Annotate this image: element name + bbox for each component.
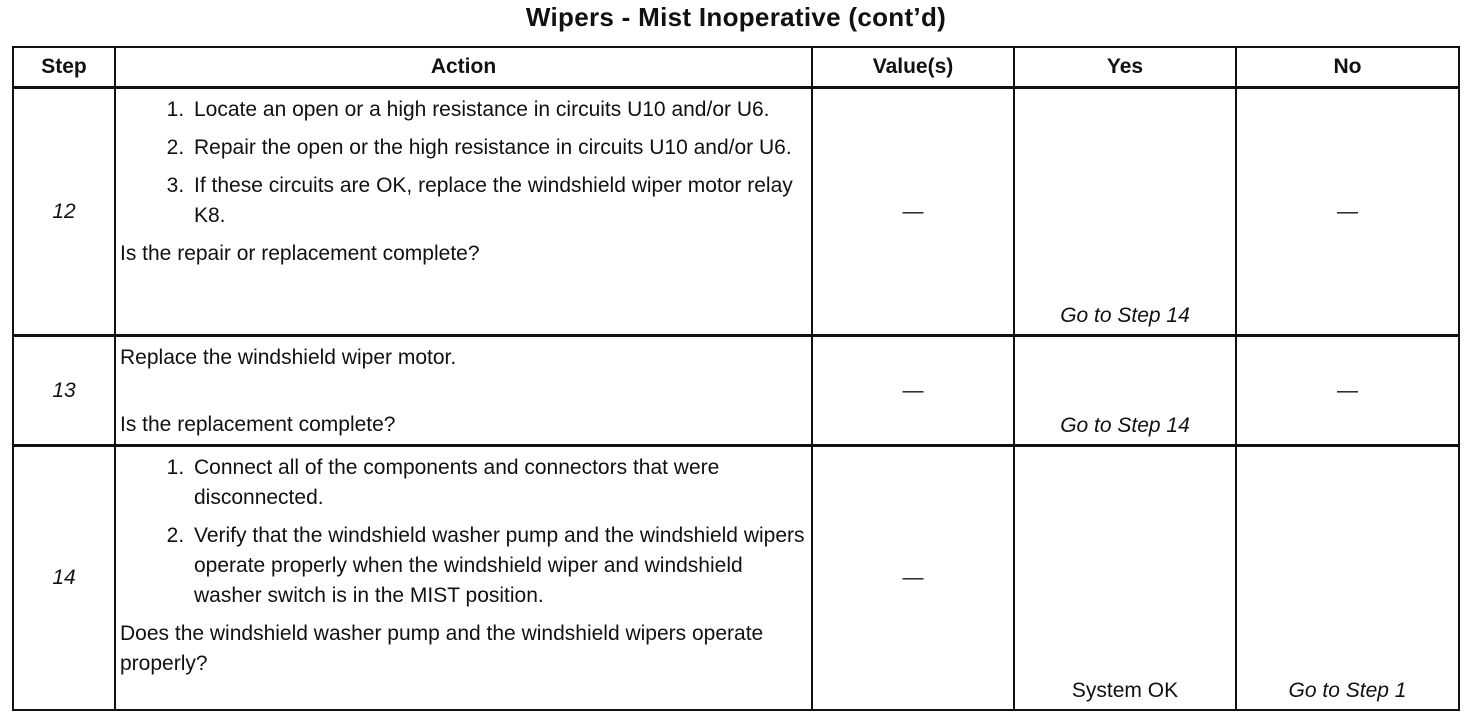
action-question: Is the repair or replacement complete? — [120, 242, 480, 265]
action-cell — [115, 88, 812, 336]
value-cell: — — [812, 88, 1014, 336]
list-item: 3. If these circuits are OK, replace the windshield wiper motor relay K8. — [190, 171, 805, 231]
page-title: Wipers - Mist Inoperative (cont’d) — [525, 2, 947, 32]
table-row — [13, 336, 1459, 446]
header-no: No — [1236, 47, 1459, 88]
table-header-row — [13, 47, 1459, 88]
table-row — [13, 446, 1459, 710]
step-number: 13 — [13, 336, 115, 446]
yes-cell: System OK — [1014, 446, 1236, 710]
action-instruction: Replace the windshield wiper motor. — [120, 346, 457, 369]
list-item: 2. Verify that the windshield washer pump and the windshield wipers operate properly when the windshield wiper and windshield washer switch is in the MIST position. — [190, 521, 805, 611]
value-cell: — — [812, 446, 1014, 710]
header-action: Action — [115, 47, 812, 88]
no-cell: — — [1236, 336, 1459, 446]
action-cell — [115, 336, 812, 446]
spacer — [120, 373, 805, 410]
step-number: 12 — [13, 88, 115, 336]
header-values: Value(s) — [812, 47, 1014, 88]
step-number: 14 — [13, 446, 115, 710]
no-cell: Go to Step 1 — [1236, 446, 1459, 710]
action-question: Does the windshield washer pump and the windshield wipers operate properly? — [120, 622, 764, 675]
header-step: Step — [13, 47, 115, 88]
list-item: 1. Connect all of the components and connectors that were disconnected. — [190, 453, 805, 513]
yes-cell: Go to Step 14 — [1014, 88, 1236, 336]
no-cell: — — [1236, 88, 1459, 336]
action-question: Is the replacement complete? — [120, 413, 396, 436]
action-list — [120, 95, 805, 231]
header-yes: Yes — [1014, 47, 1236, 88]
action-cell — [115, 446, 812, 710]
value-cell: — — [812, 336, 1014, 446]
yes-cell: Go to Step 14 — [1014, 336, 1236, 446]
table-row — [13, 88, 1459, 336]
action-list — [120, 453, 805, 611]
diagnostic-table — [12, 46, 1460, 711]
list-item: 2. Repair the open or the high resistance in circuits U10 and/or U6. — [190, 133, 805, 163]
list-item: 1. Locate an open or a high resistance in circuits U10 and/or U6. — [190, 95, 805, 125]
